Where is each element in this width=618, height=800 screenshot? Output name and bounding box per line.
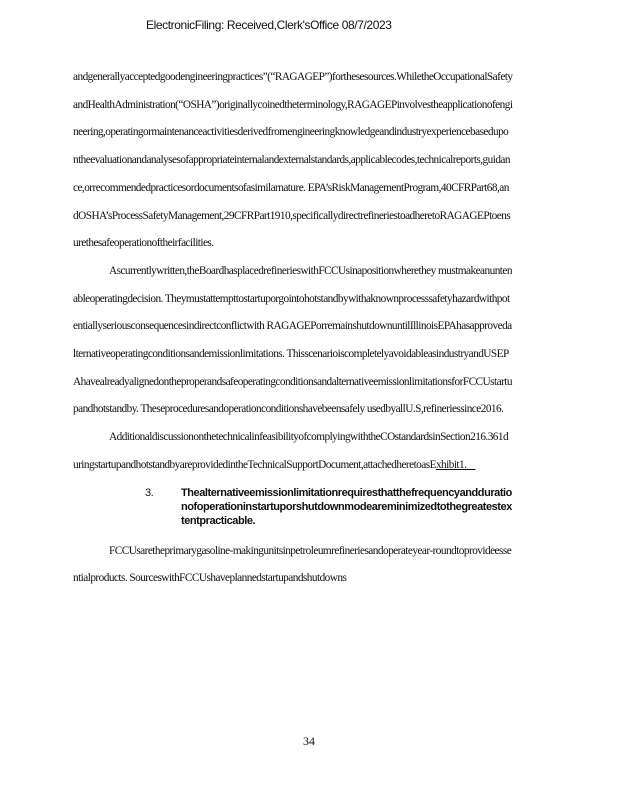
document-body <box>73 64 513 593</box>
body-paragraph-3 <box>73 424 513 479</box>
section-heading-3 <box>73 486 513 528</box>
body-paragraph-4: FCCUsaretheprimarygasoline-makingunitsinpetroleumrefineriesandoperateyear-roundtoprovideessentialproducts. SourceswithFCCUshaveplannedstartupandshutdowns <box>73 544 512 585</box>
filing-stamp-header: ElectronicFiling: Received,Clerk'sOffice 08/7/2023 <box>146 18 392 32</box>
paragraph-3-text: AdditionaldiscussiononthetechnicalinfeasibilityofcomplyingwiththeCOstandardsinSection216.361duringstartupandhotstandbyareprovidedintheTechnicalSupportDocument,attachedheretoasE <box>73 431 509 471</box>
body-paragraph-1: andgenerallyacceptedgoodengineeringpractices”(“RAGAGEP”)forthesesources.WhiletheOccupationalSafetyandHealthAdministration(“OSHA”)originallycoinedtheterminology,RAGAGEPinvolvestheapplicationofengineering,operatingormaintenanceactivitiesderivedfromengineeringknowledgeandindustryexperiencebasedupontheevaluationandanalysesofappropriateinternalandexternalstandards,applicablecodes,technicalreports,guidance,orrecommendedpracticesordocumentsofasimilarnature. EPA’sRiskManagementProgram,40CFRPart68,andOSHA’sProcessSafetyManagement,29CFRPart1910,specificallydirectrefineriestoadheretoRAGAGEPtoensurethesafeoperationoftheirfacilities. <box>73 71 513 250</box>
exhibit-underline-tail <box>466 459 475 471</box>
section-heading-text: Thealternativeemissionlimitationrequiresthatthefrequencyanddurationofoperationinstartuporshutdownmodeareminimizedtothegreatestextentpracticable. <box>181 486 512 527</box>
page-number: 34 <box>303 734 315 748</box>
body-paragraph-2: Ascurrentlywritten,theBoardhasplacedrefinerieswithFCCUsinapositionwherethey mustmakeanuntenableoperatingdecision. Theymustattempttostartuporgointohotstandbywithaknownprocesssafetyhazardwithpotentiallyseriousconsequencesindirectconflictwith RAGAGEPorremainshutdownuntilIllinoisEPAhasapprovedalternativeoperatingconditionsandemissionlimitations. ThisscenarioiscompletelyavoidableasindustryandUSEPAhavealreadyalignedontheproperandsafeoperatingconditionsandalternativeemissionlimitationsforFCCUstartupandhotstandby. Theseproceduresandoperationconditionshavebeensafely usedbyallU.S,refineriessince2016. <box>73 264 512 416</box>
section-number: 3. <box>145 486 154 499</box>
exhibit-1-link[interactable]: xhibit1. <box>435 458 467 471</box>
